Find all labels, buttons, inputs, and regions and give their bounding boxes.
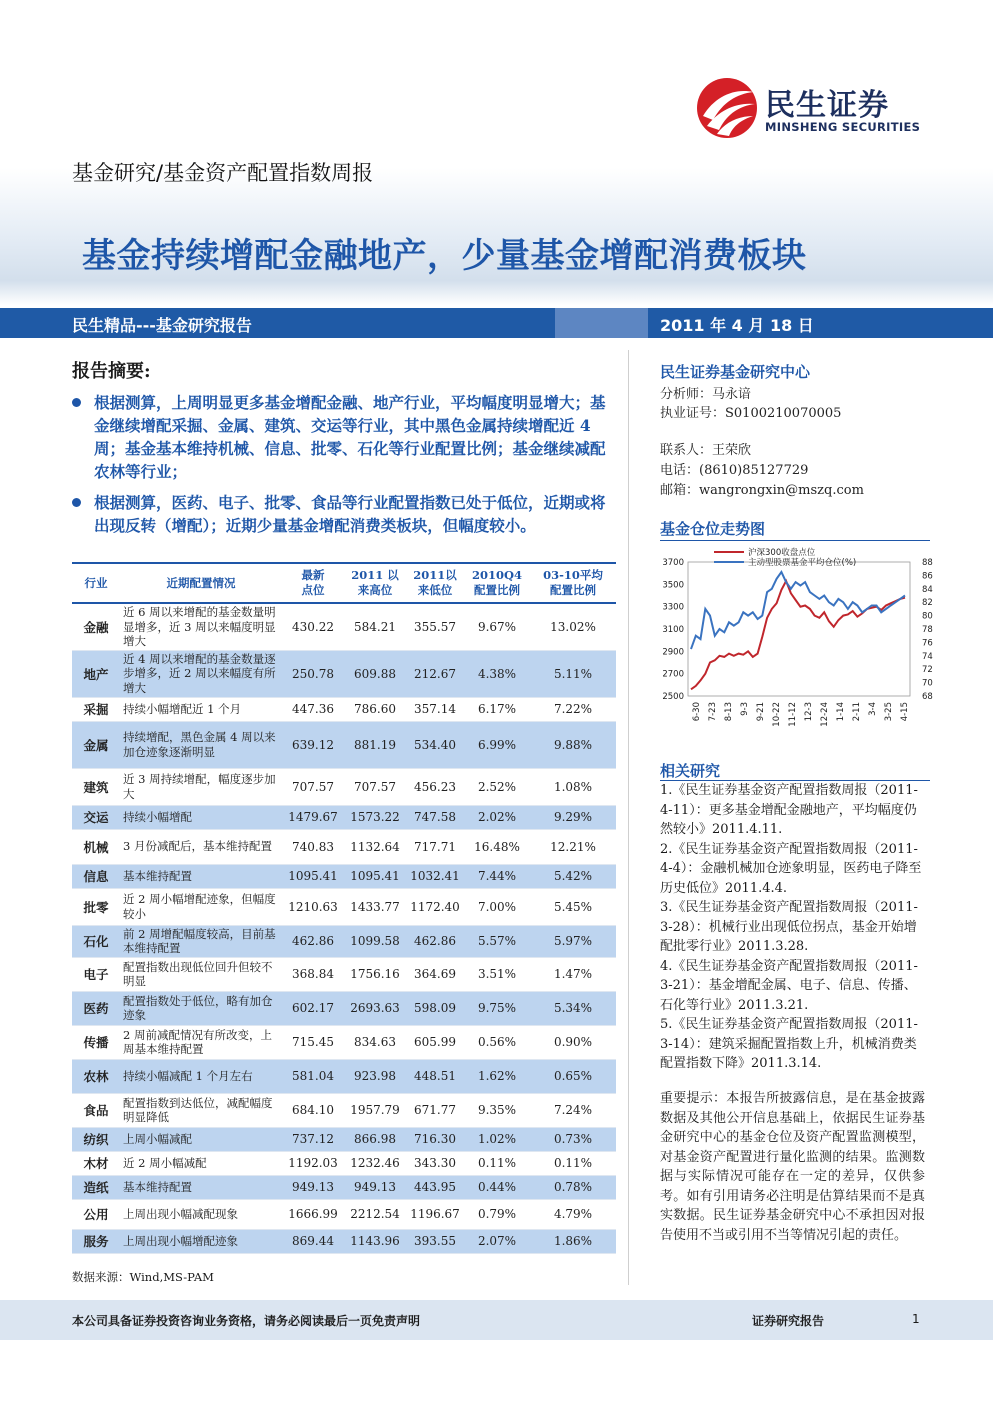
report-category: 基金研究/基金资产配置指数周报 (72, 161, 374, 185)
table-row (72, 650, 616, 697)
value-cell: 9.88% (530, 721, 616, 768)
value-cell: 3.51% (464, 957, 530, 991)
industry-cell: 服务 (72, 1229, 120, 1253)
allocation-note-cell: 配置指数处于低位，略有加仓迹象 (120, 991, 282, 1025)
x-tick-label: 2-11 (852, 702, 862, 722)
value-cell: 2212.54 (344, 1199, 406, 1229)
industry-cell: 木材 (72, 1151, 120, 1175)
table-header: 2011 以 来高位 (344, 563, 406, 603)
value-cell: 7.00% (464, 888, 530, 925)
table-row (72, 805, 616, 829)
csi300-series-line (691, 581, 905, 689)
value-cell: 949.13 (344, 1175, 406, 1199)
industry-cell: 石化 (72, 925, 120, 957)
value-cell: 534.40 (406, 721, 464, 768)
value-cell: 6.17% (464, 697, 530, 721)
allocation-note-cell: 配置指数出现低位回升但较不明显 (120, 957, 282, 991)
value-cell: 7.44% (464, 864, 530, 888)
table-row (72, 1229, 616, 1253)
value-cell: 4.38% (464, 650, 530, 697)
industry-cell: 农林 (72, 1059, 120, 1093)
table-row (72, 991, 616, 1025)
page-footer (0, 1300, 993, 1340)
value-cell: 740.83 (282, 829, 344, 864)
value-cell: 786.60 (344, 697, 406, 721)
industry-cell: 金属 (72, 721, 120, 768)
value-cell: 9.35% (464, 1093, 530, 1127)
value-cell: 5.34% (530, 991, 616, 1025)
industry-cell: 采掘 (72, 697, 120, 721)
allocation-note-cell: 3 月份减配后，基本维持配置 (120, 829, 282, 864)
allocation-note-cell: 上周出现小幅减配现象 (120, 1199, 282, 1229)
value-cell: 250.78 (282, 650, 344, 697)
value-cell: 1032.41 (406, 864, 464, 888)
summary-title: 报告摘要: (72, 361, 151, 382)
x-tick-label: 7-23 (708, 702, 718, 722)
value-cell: 716.30 (406, 1127, 464, 1151)
allocation-note-cell: 持续小幅增配近 1 个月 (120, 697, 282, 721)
value-cell: 1132.64 (344, 829, 406, 864)
value-cell: 2.52% (464, 768, 530, 805)
x-tick-label: 6-30 (692, 702, 702, 722)
industry-cell: 医药 (72, 991, 120, 1025)
table-header: 03-10平均 配置比例 (530, 563, 616, 603)
y-left-tick-label: 2700 (662, 669, 684, 680)
y-left-tick-label: 2900 (662, 647, 684, 658)
page-number: 1 (912, 1312, 920, 1326)
value-cell: 9.75% (464, 991, 530, 1025)
allocation-note-cell: 持续增配，黑色金属 4 周以来加仓迹象逐渐明显 (120, 721, 282, 768)
x-tick-label: 1-14 (836, 702, 846, 722)
x-tick-label: 3-25 (884, 702, 894, 722)
plot-frame (688, 562, 910, 696)
value-cell: 0.79% (464, 1199, 530, 1229)
value-cell: 2.07% (464, 1229, 530, 1253)
value-cell: 717.71 (406, 829, 464, 864)
table-row (72, 603, 616, 650)
x-tick-label: 10-22 (772, 702, 782, 727)
value-cell: 737.12 (282, 1127, 344, 1151)
value-cell: 448.51 (406, 1059, 464, 1093)
value-cell: 1196.67 (406, 1199, 464, 1229)
legend-label: 主动型股票基金平均仓位(%) (748, 558, 857, 568)
value-cell: 212.67 (406, 650, 464, 697)
value-cell: 671.77 (406, 1093, 464, 1127)
value-cell: 0.11% (530, 1151, 616, 1175)
value-cell: 355.57 (406, 603, 464, 650)
value-cell: 456.23 (406, 768, 464, 805)
allocation-note-cell: 基本维持配置 (120, 1175, 282, 1199)
position-chart-svg (656, 544, 936, 756)
position-chart (656, 544, 936, 756)
allocation-note-cell: 近 3 周持续增配，幅度逐步加大 (120, 768, 282, 805)
industry-cell: 建筑 (72, 768, 120, 805)
allocation-note-cell: 持续小幅减配 1 个月左右 (120, 1059, 282, 1093)
legend-label: 沪深300收盘点位 (748, 548, 816, 558)
series-bar-shade (555, 308, 648, 338)
allocation-note-cell: 持续小幅增配 (120, 805, 282, 829)
y-right-tick-label: 74 (922, 651, 933, 662)
related-item[interactable]: 4.《民生证券基金资产配置指数周报（2011-3-21）：基金增配金属、电子、信息、传播、石化等行业》2011.3.21. (660, 958, 918, 1013)
x-tick-label: 4-15 (900, 702, 910, 722)
value-cell: 368.84 (282, 957, 344, 991)
allocation-note-cell: 配置指数到达低位，减配幅度明显降低 (120, 1093, 282, 1127)
value-cell: 923.98 (344, 1059, 406, 1093)
value-cell: 1.02% (464, 1127, 530, 1151)
table-row (72, 925, 616, 957)
value-cell: 949.13 (282, 1175, 344, 1199)
value-cell: 1957.79 (344, 1093, 406, 1127)
allocation-note-cell: 上周小幅减配 (120, 1127, 282, 1151)
value-cell: 0.11% (464, 1151, 530, 1175)
value-cell: 747.58 (406, 805, 464, 829)
chart-heading-rule (660, 540, 930, 541)
industry-cell: 批零 (72, 888, 120, 925)
allocation-note-cell: 前 2 周增配幅度较高，目前基本维持配置 (120, 925, 282, 957)
table-row (72, 1127, 616, 1151)
related-item[interactable]: 3.《民生证券基金资产配置指数周报（2011-3-28）：机械行业出现低位拐点，基金开始增配批零行业》2011.3.28. (660, 900, 918, 954)
x-tick-label: 12-3 (804, 702, 814, 722)
y-left-tick-label: 3700 (662, 558, 684, 568)
value-cell: 5.11% (530, 650, 616, 697)
value-cell: 2693.63 (344, 991, 406, 1025)
series-label: 民生精品---基金研究报告 (72, 316, 252, 335)
chart-heading: 基金仓位走势图 (660, 520, 766, 538)
value-cell: 5.57% (464, 925, 530, 957)
value-cell: 866.98 (344, 1127, 406, 1151)
y-left-tick-label: 3100 (662, 625, 684, 635)
value-cell: 1756.16 (344, 957, 406, 991)
value-cell: 1479.67 (282, 805, 344, 829)
industry-cell: 机械 (72, 829, 120, 864)
y-right-tick-label: 84 (922, 584, 933, 595)
value-cell: 1172.40 (406, 888, 464, 925)
value-cell: 0.73% (530, 1127, 616, 1151)
related-item[interactable]: 5.《民生证券基金资产配置指数周报（2011-3-14）：建筑采掘配置指数上升，机械消费类配置指数下降》2011.3.14. (660, 1017, 918, 1071)
value-cell: 16.48% (464, 829, 530, 864)
value-cell: 707.57 (282, 768, 344, 805)
value-cell: 581.04 (282, 1059, 344, 1093)
license-number: 执业证号：S0100210070005 (660, 406, 842, 421)
value-cell: 605.99 (406, 1025, 464, 1059)
value-cell: 584.21 (344, 603, 406, 650)
table-header: 2010Q4 配置比例 (464, 563, 530, 603)
table-row (72, 697, 616, 721)
fund-position-series-line (691, 572, 905, 649)
value-cell: 1210.63 (282, 888, 344, 925)
y-right-tick-label: 82 (922, 598, 933, 609)
allocation-note-cell: 上周出现小幅增配迹象 (120, 1229, 282, 1253)
x-tick-label: 9-21 (756, 702, 766, 722)
value-cell: 5.42% (530, 864, 616, 888)
y-right-tick-label: 70 (922, 678, 933, 689)
summary-point (72, 491, 620, 537)
summary-point (72, 391, 620, 483)
contact-name: 联系人：王荣欣 (660, 443, 752, 458)
publish-date: 2011 年 4 月 18 日 (660, 316, 814, 335)
related-heading: 相关研究 (660, 762, 721, 780)
allocation-table (72, 562, 616, 1254)
bullet-dot-icon (72, 398, 81, 407)
table-header: 近期配置情况 (120, 563, 282, 603)
x-tick-label: 11-12 (788, 702, 798, 727)
value-cell: 707.57 (344, 768, 406, 805)
x-tick-label: 9-3 (740, 702, 750, 716)
value-cell: 2.02% (464, 805, 530, 829)
value-cell: 715.45 (282, 1025, 344, 1059)
value-cell: 12.21% (530, 829, 616, 864)
y-left-tick-label: 3500 (662, 580, 684, 591)
analyst-name: 分析师：马永谙 (660, 387, 752, 402)
x-tick-label: 8-13 (724, 702, 734, 722)
value-cell: 1.08% (530, 768, 616, 805)
related-list (660, 781, 925, 1074)
allocation-note-cell: 基本维持配置 (120, 864, 282, 888)
value-cell: 357.14 (406, 697, 464, 721)
y-right-tick-label: 80 (922, 611, 933, 622)
table-row (72, 1199, 616, 1229)
value-cell: 1099.58 (344, 925, 406, 957)
value-cell: 609.88 (344, 650, 406, 697)
industry-cell: 交运 (72, 805, 120, 829)
table-row (72, 1151, 616, 1175)
value-cell: 1.47% (530, 957, 616, 991)
table-row (72, 888, 616, 925)
important-notice: 重要提示：本报告所披露信息，是在基金披露数据及其他公开信息基础上，依据民生证券基金研究中心的基金仓位及资产配置监测模型，对基金资产配置进行量化监测的结果。监测数据与实际情况可能存在一定的差异，仅供参考。如有引用请务必注明是估算结果而不是真实数据。民生证券基金研究中心不承担因对报告使用不当或引用不当等情况引起的责任。 (660, 1091, 925, 1243)
y-right-tick-label: 76 (922, 638, 933, 649)
value-cell: 834.63 (344, 1025, 406, 1059)
series-bar (0, 308, 993, 338)
value-cell: 7.22% (530, 697, 616, 721)
value-cell: 13.02% (530, 603, 616, 650)
research-center: 民生证券基金研究中心 (660, 363, 811, 381)
value-cell: 1192.03 (282, 1151, 344, 1175)
table-source: 数据来源：Wind,MS-PAM (72, 1270, 214, 1284)
industry-cell: 电子 (72, 957, 120, 991)
value-cell: 9.67% (464, 603, 530, 650)
summary-point-text: 根据测算，上周明显更多基金增配金融、地产行业，平均幅度明显增大；基金继续增配采掘、金属、建筑、交运等行业，其中黑色金属持续增配近 4 周；基金基本维持机械、信息、批零、石化等行业配置比例；基金继续减配农林等行业； (94, 393, 606, 481)
table-row (72, 1093, 616, 1127)
table-row (72, 721, 616, 768)
value-cell: 462.86 (406, 925, 464, 957)
related-item[interactable]: 1.《民生证券基金资产配置指数周报（2011-4-11）：更多基金增配金融地产，平均幅度仍然较小》2011.4.11. (660, 783, 918, 837)
y-right-tick-label: 86 (922, 571, 933, 582)
value-cell: 1.62% (464, 1059, 530, 1093)
industry-cell: 信息 (72, 864, 120, 888)
value-cell: 684.10 (282, 1093, 344, 1127)
report-headline: 基金持续增配金融地产，少量基金增配消费板块 (82, 236, 807, 276)
industry-cell: 造纸 (72, 1175, 120, 1199)
allocation-note-cell: 近 4 周以来增配的基金数量逐步增多，近 2 周以来幅度有所增大 (120, 650, 282, 697)
table-row (72, 768, 616, 805)
value-cell: 1143.96 (344, 1229, 406, 1253)
value-cell: 393.55 (406, 1229, 464, 1253)
value-cell: 447.36 (282, 697, 344, 721)
contact-email: 邮箱：wangrongxin@mszq.com (660, 483, 864, 498)
table-row (72, 864, 616, 888)
footer-report-type: 证券研究报告 (752, 1314, 825, 1328)
table-header: 行业 (72, 563, 120, 603)
y-right-tick-label: 88 (922, 558, 933, 568)
table-row (72, 1025, 616, 1059)
allocation-note-cell: 近 6 周以来增配的基金数量明显增多，近 3 周以来幅度明显增大 (120, 603, 282, 650)
brand-logo (695, 76, 925, 140)
value-cell: 0.90% (530, 1025, 616, 1059)
value-cell: 1573.22 (344, 805, 406, 829)
brand-name-cn: 民生证券 (765, 88, 889, 123)
value-cell: 343.30 (406, 1151, 464, 1175)
value-cell: 881.19 (344, 721, 406, 768)
value-cell: 9.29% (530, 805, 616, 829)
value-cell: 443.95 (406, 1175, 464, 1199)
summary-point-text: 根据测算，医药、电子、批零、食品等行业配置指数已处于低位，近期或将出现反转（增配）；近期少量基金增配消费类板块，但幅度较小。 (94, 493, 606, 535)
value-cell: 0.56% (464, 1025, 530, 1059)
table-row (72, 957, 616, 991)
value-cell: 639.12 (282, 721, 344, 768)
value-cell: 4.79% (530, 1199, 616, 1229)
brand-name-en: MINSHENG SECURITIES (765, 120, 921, 134)
related-item[interactable]: 2.《民生证券基金资产配置指数周报（2011-4-4）：金融机械加仓迹象明显，医药电子降至历史低位》2011.4.4. (660, 841, 922, 896)
table-row (72, 1175, 616, 1199)
table-header-row (72, 563, 616, 603)
value-cell: 0.44% (464, 1175, 530, 1199)
column-divider (628, 350, 629, 1285)
value-cell: 1.86% (530, 1229, 616, 1253)
value-cell: 1666.99 (282, 1199, 344, 1229)
y-left-tick-label: 2500 (662, 692, 684, 702)
value-cell: 5.45% (530, 888, 616, 925)
y-left-tick-label: 3300 (662, 602, 684, 613)
value-cell: 1433.77 (344, 888, 406, 925)
table-row (72, 829, 616, 864)
value-cell: 869.44 (282, 1229, 344, 1253)
allocation-note-cell: 近 2 周小幅增配迹象，但幅度较小 (120, 888, 282, 925)
industry-cell: 纺织 (72, 1127, 120, 1151)
table-body (72, 603, 616, 1253)
value-cell: 6.99% (464, 721, 530, 768)
contact-phone: 电话：(8610)85127729 (660, 463, 809, 478)
value-cell: 1232.46 (344, 1151, 406, 1175)
industry-cell: 地产 (72, 650, 120, 697)
y-right-tick-label: 68 (922, 692, 933, 702)
value-cell: 364.69 (406, 957, 464, 991)
y-right-tick-label: 72 (922, 665, 933, 676)
table-header: 2011以 来低位 (406, 563, 464, 603)
value-cell: 0.65% (530, 1059, 616, 1093)
industry-cell: 公用 (72, 1199, 120, 1229)
industry-cell: 食品 (72, 1093, 120, 1127)
y-right-tick-label: 78 (922, 625, 933, 635)
minsheng-logo-icon (695, 76, 759, 140)
allocation-note-cell: 2 周前减配情况有所改变，上周基本维持配置 (120, 1025, 282, 1059)
value-cell: 1095.41 (282, 864, 344, 888)
value-cell: 7.24% (530, 1093, 616, 1127)
value-cell: 462.86 (282, 925, 344, 957)
x-tick-label: 12-24 (820, 702, 830, 727)
allocation-note-cell: 近 2 周小幅减配 (120, 1151, 282, 1175)
value-cell: 602.17 (282, 991, 344, 1025)
value-cell: 430.22 (282, 603, 344, 650)
value-cell: 5.97% (530, 925, 616, 957)
industry-cell: 传播 (72, 1025, 120, 1059)
value-cell: 598.09 (406, 991, 464, 1025)
value-cell: 0.78% (530, 1175, 616, 1199)
footer-disclaimer: 本公司具备证券投资咨询业务资格，请务必阅读最后一页免责声明 (72, 1314, 421, 1328)
value-cell: 1095.41 (344, 864, 406, 888)
table-header: 最新 点位 (282, 563, 344, 603)
table-row (72, 1059, 616, 1093)
x-tick-label: 3-4 (868, 702, 878, 716)
bullet-dot-icon (72, 498, 81, 507)
industry-cell: 金融 (72, 603, 120, 650)
